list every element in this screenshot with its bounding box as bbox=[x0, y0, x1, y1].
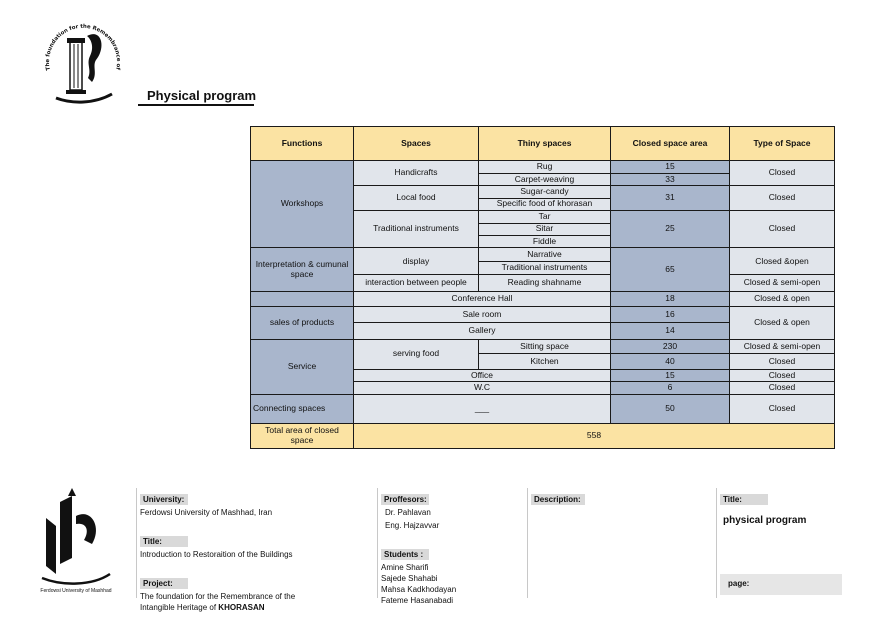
course-title-label: Title: bbox=[140, 536, 188, 547]
thiny-sitting-space: Sitting space bbox=[479, 339, 611, 354]
type-interaction: Closed & semi-open bbox=[730, 275, 835, 292]
area-instruments: 25 bbox=[611, 211, 730, 248]
thiny-specific-food: Specific food of khorasan bbox=[479, 198, 611, 210]
page-label: page: bbox=[728, 579, 750, 588]
divider bbox=[716, 488, 717, 598]
table-row bbox=[251, 394, 835, 423]
space-local-food: Local food bbox=[354, 186, 479, 211]
divider bbox=[527, 488, 528, 598]
type-display: Closed &open bbox=[730, 248, 835, 275]
space-gallery: Gallery bbox=[354, 323, 611, 340]
type-connecting: Closed bbox=[730, 394, 835, 423]
sheet-title: physical program bbox=[723, 515, 807, 526]
space-connecting: ___ bbox=[354, 394, 611, 423]
area-office: 15 bbox=[611, 369, 730, 381]
table-row bbox=[251, 292, 835, 307]
space-conference-hall: Conference Hall bbox=[354, 292, 611, 307]
people-info bbox=[381, 489, 521, 606]
project-line-2-prefix: Intangible Heritage of bbox=[140, 603, 217, 612]
function-interpretation-cont bbox=[251, 292, 354, 307]
thiny-fiddle: Fiddle bbox=[479, 235, 611, 247]
type-sales: Closed & open bbox=[730, 306, 835, 339]
student-1: Amine Sharifi bbox=[381, 563, 429, 572]
students-label: Students : bbox=[381, 549, 429, 560]
thiny-traditional-instruments: Traditional instruments bbox=[479, 261, 611, 275]
total-label: Total area of closed space bbox=[251, 423, 354, 448]
space-wc: W.C bbox=[354, 382, 611, 394]
course-title-value: Introduction to Restoraition of the Buildings bbox=[140, 550, 293, 559]
type-instruments: Closed bbox=[730, 211, 835, 248]
divider bbox=[136, 488, 137, 598]
area-sitting: 230 bbox=[611, 339, 730, 354]
table-header-row bbox=[251, 127, 835, 161]
thiny-reading-shahname: Reading shahname bbox=[479, 275, 611, 292]
project-line-2-bold: KHORASAN bbox=[218, 603, 265, 612]
professor-2: Eng. Hajzavvar bbox=[385, 521, 440, 530]
space-traditional-instruments: Traditional instruments bbox=[354, 211, 479, 248]
type-handicrafts: Closed bbox=[730, 161, 835, 186]
type-local-food: Closed bbox=[730, 186, 835, 211]
area-carpet: 33 bbox=[611, 173, 730, 185]
student-4: Fateme Hasanabadi bbox=[381, 596, 454, 605]
space-handicrafts: Handicrafts bbox=[354, 161, 479, 186]
area-gallery: 14 bbox=[611, 323, 730, 340]
area-kitchen: 40 bbox=[611, 354, 730, 370]
space-office: Office bbox=[354, 369, 611, 381]
project-line-2 bbox=[140, 602, 360, 613]
header-functions: Functions bbox=[251, 127, 354, 161]
student-2: Sajede Shahabi bbox=[381, 574, 438, 583]
space-serving-food: serving food bbox=[354, 339, 479, 369]
university-value: Ferdowsi University of Mashhad, Iran bbox=[140, 508, 273, 517]
header-thiny-spaces: Thiny spaces bbox=[479, 127, 611, 161]
sheet-info bbox=[720, 489, 842, 595]
thiny-sugar-candy: Sugar-candy bbox=[479, 186, 611, 198]
project-label: Project: bbox=[140, 578, 188, 589]
table-total-row bbox=[251, 423, 835, 448]
page-title: Physical program bbox=[147, 88, 257, 103]
thiny-rug: Rug bbox=[479, 161, 611, 173]
course-info bbox=[140, 489, 360, 613]
description-label: Description: bbox=[531, 494, 585, 505]
function-connecting: Connecting spaces bbox=[251, 394, 354, 423]
title-block bbox=[0, 480, 880, 622]
university-label: University: bbox=[140, 494, 188, 505]
function-interpretation: Interpretation & cumunal space bbox=[251, 248, 354, 292]
foundation-logo bbox=[32, 8, 132, 108]
student-3: Mahsa Kadkhodayan bbox=[381, 585, 457, 594]
area-display: 65 bbox=[611, 248, 730, 292]
sheet-title-label: Title: bbox=[720, 494, 768, 505]
function-service: Service bbox=[251, 339, 354, 394]
area-sale-room: 16 bbox=[611, 306, 730, 323]
thiny-narrative: Narrative bbox=[479, 248, 611, 262]
project-line-1: The foundation for the Remembrance of the bbox=[140, 592, 296, 601]
function-sales: sales of products bbox=[251, 306, 354, 339]
table-row bbox=[251, 161, 835, 173]
type-wc: Closed bbox=[730, 382, 835, 394]
table-row bbox=[251, 306, 835, 323]
logo-ring-text: The foundation for the Remembrance of bbox=[44, 23, 122, 71]
header-closed-area: Closed space area bbox=[611, 127, 730, 161]
area-wc: 6 bbox=[611, 382, 730, 394]
area-local-food: 31 bbox=[611, 186, 730, 211]
area-rug: 15 bbox=[611, 161, 730, 173]
table-row bbox=[251, 248, 835, 262]
space-display: display bbox=[354, 248, 479, 275]
thiny-carpet: Carpet-weaving bbox=[479, 173, 611, 185]
thiny-sitar: Sitar bbox=[479, 223, 611, 235]
page-box bbox=[720, 574, 842, 595]
physical-program-table bbox=[250, 126, 835, 449]
type-conference: Closed & open bbox=[730, 292, 835, 307]
total-value: 558 bbox=[354, 423, 835, 448]
table-row bbox=[251, 339, 835, 354]
university-logo-caption: Ferdowsi University of Mashhad bbox=[40, 588, 112, 594]
divider bbox=[377, 488, 378, 598]
university-logo bbox=[32, 488, 120, 600]
thiny-kitchen: Kitchen bbox=[479, 354, 611, 370]
type-sitting: Closed & semi-open bbox=[730, 339, 835, 354]
function-workshops: Workshops bbox=[251, 161, 354, 248]
space-sale-room: Sale room bbox=[354, 306, 611, 323]
title-underline bbox=[138, 104, 254, 106]
thiny-tar: Tar bbox=[479, 211, 611, 223]
type-office: Closed bbox=[730, 369, 835, 381]
type-kitchen: Closed bbox=[730, 354, 835, 370]
description-box bbox=[531, 489, 701, 507]
header-type: Type of Space bbox=[730, 127, 835, 161]
area-conference: 18 bbox=[611, 292, 730, 307]
header-spaces: Spaces bbox=[354, 127, 479, 161]
space-interaction: interaction between people bbox=[354, 275, 479, 292]
professor-1: Dr. Pahlavan bbox=[385, 508, 431, 517]
area-connecting: 50 bbox=[611, 394, 730, 423]
professors-label: Proffesors: bbox=[381, 494, 429, 505]
